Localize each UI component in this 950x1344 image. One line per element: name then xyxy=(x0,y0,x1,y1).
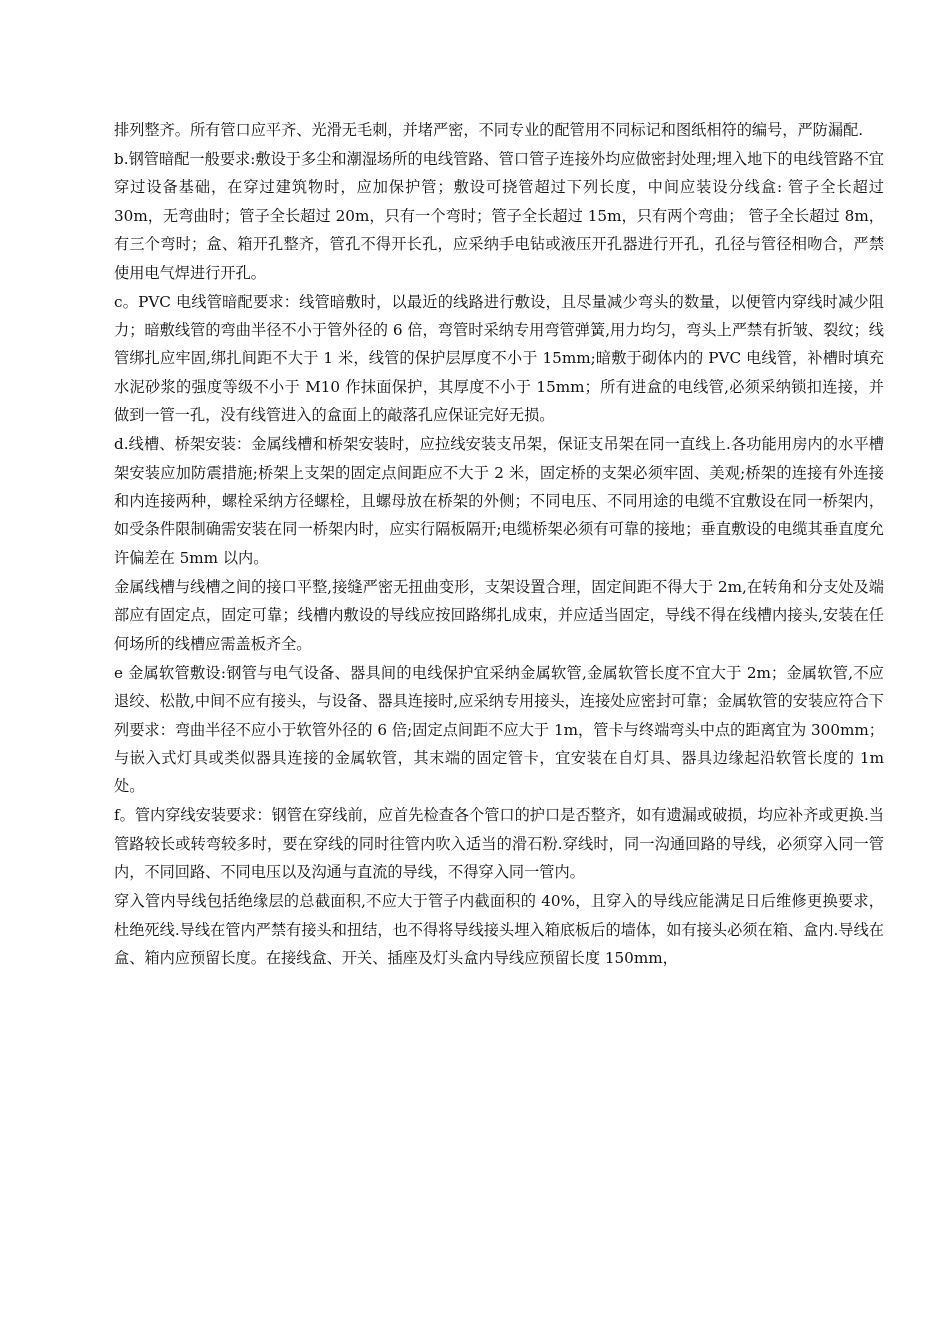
paragraph-f-wire-pulling: f。管内穿线安装要求：钢管在穿线前，应首先检查各个管口的护口是否整齐，如有遗漏或破损，均应补齐或更换.当管路较长或转弯较多时，要在穿线的同时往管内吹入适当的滑石粉.穿线时，同一沟通回路的导线，必须穿入同一管内，不同回路、不同电压以及沟通与直流的导线，不得穿入同一管内。 xyxy=(114,806,884,882)
document-body xyxy=(114,116,884,973)
paragraph-pipe-openings: 排列整齐。所有管口应平齐、光滑无毛刺，并堵严密，不同专业的配管用不同标记和图纸相符的编号，严防漏配. xyxy=(114,121,864,139)
paragraph-c-pvc-pipe: c。PVC 电线管暗配要求：线管暗敷时，以最近的线路进行敷设，且尽量减少弯头的数量，以便管内穿线时减少阻力；暗敷线管的弯曲半径不小于管外径的 6 倍，弯管时采纳专用弯管弹簧,用力均匀，弯头上严禁有折皱、裂纹；线管绑扎应牢固,绑扎间距不大于 1 米，线管的保护层厚度不小于 15mm;暗敷于砌体内的 PVC 电线管，补槽时填充水泥砂浆的强度等级不小于 M10 作抹面保护，其厚度不小于 15mm；所有进盒的电线管,必须采纳锁扣连接，并做到一管一孔，没有线管进入的盒面上的敲落孔应保证完好无损。 xyxy=(114,292,884,425)
paragraph-wire-cross-section: 穿入管内导线包括绝缘层的总截面积,不应大于管子内截面积的 40%，且穿入的导线应能满足日后维修更换要求，杜绝死线.导线在管内严禁有接头和扭结，也不得将导线接头埋入箱底板后的墙体，如有接头必须在箱、盒内.导线在盒、箱内应预留长度。在接线盒、开关、插座及灯头盒内导线应预留长度 150mm， xyxy=(114,892,884,967)
paragraph-d-cable-tray: d.线槽、桥架安装：金属线槽和桥架安装时，应拉线安装支吊架，保证支吊架在同一直线上.各功能用房内的水平槽架安装应加防震措施;桥架上支架的固定点间距应不大于 2 米，固定桥的支架必须牢固、美观;桥架的连接有外连接和内连接两种，螺栓采纳方径螺栓，且螺母放在桥架的外侧；不同电压、不同用途的电缆不宜敷设在同一桥架内，如受条件限制确需安装在同一桥架内时，应实行隔板隔开;电缆桥架必须有可靠的接地；垂直敷设的电缆其垂直度允许偏差在 5mm 以内。 xyxy=(114,435,884,567)
paragraph-b-steel-pipe: b.钢管暗配一般要求:敷设于多尘和潮湿场所的电线管路、管口管子连接外均应做密封处理;埋入地下的电线管路不宜穿过设备基础，在穿过建筑物时，应加保护管；敷设可挠管超过下列长度，中间应装设分线盒: 管子全长超过 30m，无弯曲时；管子全长超过 20m，只有一个弯时；管子全长超过 15m，只有两个弯曲； 管子全长超过 8m，有三个弯时；盒、箱开孔整齐，管孔不得开长孔，应采纳手电钻或液压开孔器进行开孔，孔径与管径相吻合，严禁使用电气焊进行开孔。 xyxy=(114,150,884,282)
paragraph-e-flexible-conduit: e 金属软管敷设:钢管与电气设备、器具间的电线保护宜采纳金属软管,金属软管长度不宜大于 2m；金属软管,不应退绞、松散,中间不应有接头，与设备、器具连接时,应采纳专用接头，连接处应密封可靠；金属软管的安装应符合下列要求：弯曲半径不应小于软管外径的 6 倍;固定点间距不应大于 1m，管卡与终端弯头中点的距离宜为 300mm；与嵌入式灯具或类似器具连接的金属软管，其末端的固定管卡，宜安装在自灯具、器具边缘起沿软管长度的 1m 处。 xyxy=(114,663,884,796)
paragraph-metal-trunking: 金属线槽与线槽之间的接口平整,接缝严密无扭曲变形，支架设置合理，固定间距不得大于 2m,在转角和分支处及端部应有固定点，固定可靠；线槽内敷设的导线应按回路绑扎成束，并应适当固定，导线不得在线槽内接头,安装在任何场所的线槽应需盖板齐全。 xyxy=(114,577,884,653)
